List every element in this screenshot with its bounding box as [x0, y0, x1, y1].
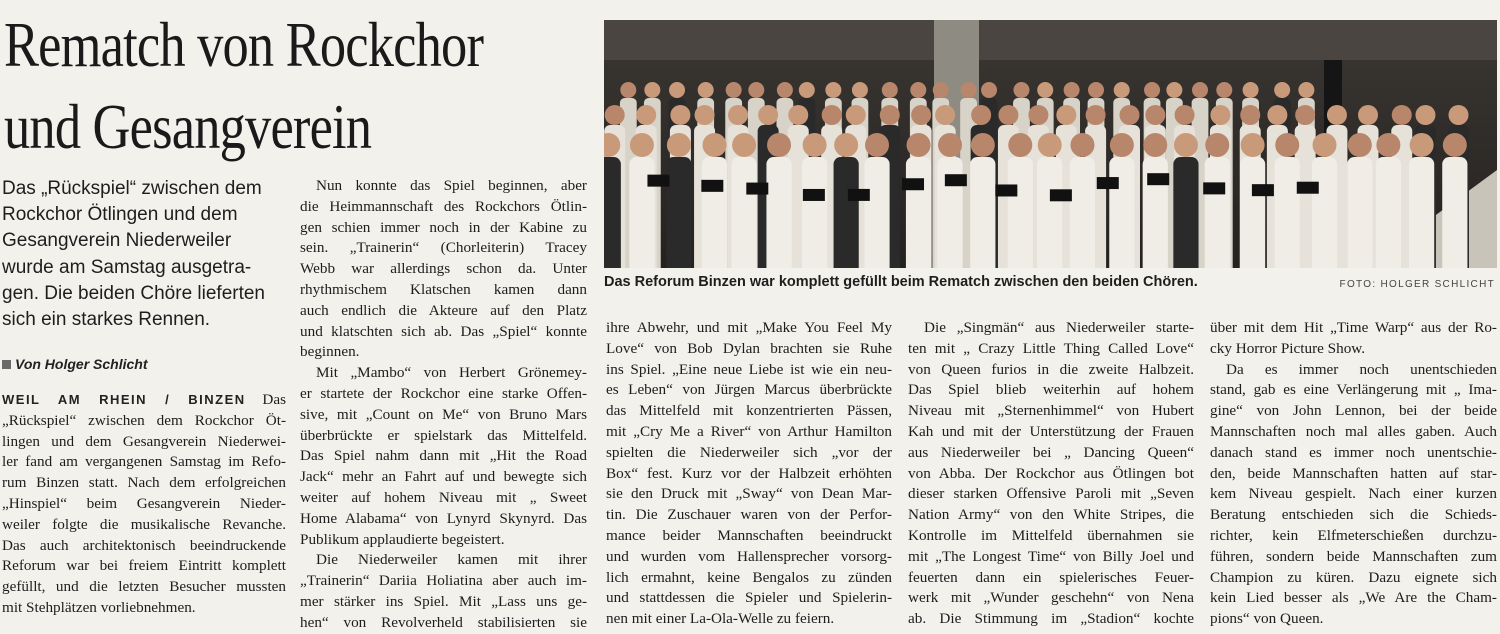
teaser-line: gen. Die beiden Chöre lieferten — [2, 282, 266, 304]
text-line: „Hinspiel“ beim Gesangverein Nieder- — [2, 494, 286, 512]
text-line: mit Stehplätzen vorliebnehmen. — [2, 598, 196, 616]
text-line: sein. „Trainerin“ (Chorleiterin) Tracey — [300, 239, 587, 257]
text-line: rum Binzen statt. Nach dem erfolgreichen — [2, 474, 286, 492]
text-line: Love“ von Bob Dylan brachten sie Ruhe — [606, 339, 892, 357]
text-line: richter, kein Elfmeterschießen durchzu- — [1210, 526, 1497, 544]
text-line: ab. Die Stimmung im „Stadion“ kochte — [908, 610, 1194, 628]
article-column-5 — [1210, 318, 1497, 630]
byline-square-icon — [2, 360, 11, 369]
text-line: spielten die Niederweiler sich „vor der — [606, 443, 892, 461]
text-line: mance beider Mannschaften beeindruckt — [606, 526, 892, 544]
text-line: Nation Army“ von den White Stripes, die — [908, 506, 1194, 524]
text-line: Die „Singmän“ aus Niederweiler starte- — [924, 319, 1194, 336]
text-line: weiler folgte die musikalische Revanche. — [2, 515, 286, 533]
text-line: Home Alabama“ von Lynyrd Skynyrd. Das — [300, 509, 587, 527]
text-line: den, beide Mannschaften hatten auf star- — [1210, 464, 1497, 482]
choir-photo-image — [604, 20, 1497, 268]
article-headline — [4, 4, 492, 168]
text-line: überbrückte er spielstark das Mittelfeld. — [300, 426, 587, 444]
text-line: mer stärker ins Spiel. Mit „Lass uns ge- — [300, 592, 587, 610]
text-line: danach stand es immer noch unentschie- — [1210, 443, 1497, 461]
article-byline: Von Holger Schlicht — [2, 356, 282, 372]
article-column-2 — [300, 176, 587, 634]
text-line: ler fand am vergangenen Samstag im Refo- — [2, 453, 286, 471]
text-line: kem Niveau gespielt. Nach einer kurzen — [1210, 485, 1497, 503]
text-line: Kah und mit der Unterstützung der Frauen — [908, 422, 1194, 440]
text-line: Das Spiel nahm dann mit „Hit the Road — [300, 447, 587, 465]
text-line: Das auch architektonisch beeindruckende — [2, 536, 286, 554]
text-line: „Rückspiel“ zwischen dem Rockchor Öt- — [2, 411, 286, 429]
text-line: Champion zu küren. Dazu eignete sich — [1210, 568, 1497, 586]
text-line: dieser starken Offensive Paroli mit „Seven — [908, 485, 1194, 503]
text-line: Jack“ mehr an Fahrt auf und bewegte sich — [300, 468, 587, 486]
text-line: Niveau mit „Sternenhimmel“ von Hubert — [908, 402, 1194, 420]
article-column-4 — [908, 318, 1194, 630]
text-line: rhythmischem Klatschen kamen dann — [300, 280, 587, 298]
photo-credit: FOTO: HOLGER SCHLICHT — [1339, 279, 1495, 290]
teaser-line: Das „Rückspiel“ zwischen dem — [2, 178, 262, 199]
text-line: „Trainerin“ Dariia Holiatina aber auch im- — [300, 572, 587, 590]
text-line: ins Spiel. „Eine neue Liebe ist wie ein neu- — [606, 360, 892, 378]
text-line: werk mit „Wunder geschehn“ von Nena — [908, 589, 1194, 607]
photo-caption: Das Reforum Binzen war komplett gefüllt beim Rematch zwischen den beiden Chören. — [604, 274, 1198, 290]
text-line: pions“ von Queen. — [1210, 610, 1324, 628]
text-line: Nun konnte das Spiel beginnen, aber — [316, 177, 587, 194]
text-line: lich ermahnt, keine Bengalos zu zünden — [606, 568, 892, 586]
text-line: cky Horror Picture Show. — [1210, 339, 1366, 357]
text-line: Mit „Mambo“ von Herbert Grönemey- — [316, 364, 587, 382]
text-line: lingen und dem Gesangverein Niederwei- — [2, 432, 286, 450]
text-line: Die Niederweiler kamen mit ihrer — [316, 551, 587, 569]
text-line: Reforum war bei freiem Eintritt komplett — [2, 557, 286, 575]
headline-line: und Gesangverein — [4, 91, 372, 162]
text-line: Beratung entschieden sich die Schieds- — [1210, 506, 1497, 524]
text-line: kein Lied besser als „We Are the Cham- — [1210, 589, 1497, 607]
article-column-1 — [2, 390, 286, 619]
text-line: nen mit einer La-Ola-Welle zu feiern. — [606, 610, 835, 628]
teaser-line: Rockchor Ötlingen und dem — [2, 204, 238, 226]
teaser-line: Gesangverein Niederweiler — [2, 230, 232, 252]
text-line: führen, sondern beide Mannschaften zum — [1210, 547, 1497, 565]
text-line: tin. Die Zuschauer waren von der Perfor- — [606, 506, 892, 524]
text-line: beginnen. — [300, 343, 360, 361]
text-line: auch endlich die Akteure auf den Platz — [300, 301, 587, 319]
text-line: mit „The Longest Time“ von Billy Joel und — [908, 547, 1194, 565]
text-line: weiter auf hohem Niveau mit „ Sweet — [300, 488, 587, 506]
text-line: ihre Abwehr, und mit „Make You Feel My — [606, 319, 892, 336]
choir-photo — [604, 20, 1497, 268]
text-line: Mannschaften noch mal alles gaben. Auch — [1210, 422, 1497, 440]
text-line: Webb war allerdings schon da. Unter — [300, 260, 587, 278]
article-column-3 — [606, 318, 892, 630]
text-line: und klatschten sich ab. Das „Spiel“ konnte — [300, 322, 587, 340]
text-line: hen“ von Revolverheld stabilisierten sie — [300, 613, 587, 631]
headline-line: Rematch von Rockchor — [4, 9, 484, 80]
teaser-line: wurde am Samstag ausgetra- — [2, 256, 252, 278]
article-teaser — [2, 176, 287, 333]
dateline-line: WEIL AM RHEIN / BINZEN Das — [2, 391, 286, 408]
text-line: er startete der Rockchor eine starke Offen- — [300, 384, 587, 402]
text-line: feuerten dann ein spielerisches Feuer- — [908, 568, 1194, 586]
text-line: Box“ fest. Kurz vor der Halbzeit erhöhten — [606, 464, 892, 482]
text-line: mit „Cry Me a River“ von Arthur Hamilton — [606, 422, 892, 440]
text-line: von Queen furios in die zweite Halbzeit. — [908, 360, 1194, 378]
text-line: Kontrolle im Mittelfeld übernahmen sie — [908, 526, 1194, 544]
text-line: gefüllt, und die letzten Besucher mussten — [2, 578, 286, 596]
text-line: sive, mit „Count on Me“ von Bruno Mars — [300, 405, 587, 423]
text-line: aus Niederweiler bei „ Dancing Queen“ — [908, 443, 1194, 461]
text-line: über mit dem Hit „Time Warp“ aus der Ro- — [1210, 319, 1497, 336]
text-line: sie den Druck mit „Sway“ von Dean Mar- — [606, 485, 892, 503]
text-line: stand, gab es eine Verlängerung mit „ Ima- — [1210, 381, 1497, 399]
text-line: und wurden vom Hallensprecher vorsorg- — [606, 547, 892, 565]
text-line: die Heimmannschaft des Rockchors Ötlin- — [300, 197, 587, 215]
text-line: es Leben“ von Jürgen Marcus überbrückte — [606, 381, 892, 399]
text-line: Das Spiel blieb weiterhin auf hohem — [908, 381, 1194, 399]
text-line: von Abba. Der Rockchor aus Ötlingen bot — [908, 464, 1194, 482]
text-line: gine“ von John Lennon, bei der beide — [1210, 402, 1497, 420]
teaser-line: sich ein starkes Rennen. — [2, 309, 211, 331]
text-line: ten mit „ Crazy Little Thing Called Love“ — [908, 339, 1194, 357]
text-line: Publikum applaudierte begeistert. — [300, 530, 505, 548]
text-line: gen schien immer noch in der Kabine zu — [300, 218, 587, 236]
text-line: Da es immer noch unentschieden — [1226, 360, 1497, 378]
text-line: und stattdessen die Spieler und Spielerin- — [606, 589, 892, 607]
text-line: das Mittelfeld mit konzentrierten Pässen, — [606, 402, 892, 420]
dateline: WEIL AM RHEIN / BINZEN — [2, 392, 246, 407]
